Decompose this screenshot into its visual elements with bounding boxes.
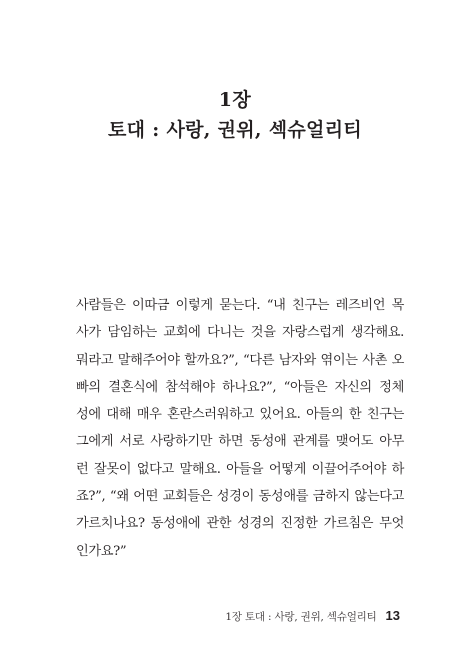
body-line: 뭐라고 말해주어야 할까요?”, “다른 남자와 엮이는 사촌 오 bbox=[76, 352, 404, 368]
body-line: 죠?”, “왜 어떤 교회들은 성경이 동성애를 금하지 않는다고 bbox=[76, 489, 404, 505]
page-number: 13 bbox=[385, 608, 400, 623]
chapter-title: 토대 : 사랑, 권위, 섹슈얼리티 bbox=[108, 119, 362, 141]
body-paragraph bbox=[76, 292, 404, 565]
body-line: 사람들은 이따금 이렇게 묻는다. “내 친구는 레즈비언 목 bbox=[76, 298, 404, 313]
chapter-heading bbox=[0, 88, 470, 144]
body-line: 인가요?” bbox=[76, 543, 127, 559]
body-line: 런 잘못이 없다고 말해요. 아들을 어떻게 이끌어주어야 하 bbox=[76, 461, 404, 477]
chapter-number: 1장 bbox=[218, 89, 252, 111]
body-line: 사가 담임하는 교회에 다니는 것을 자랑스럽게 생각해요. bbox=[76, 325, 404, 341]
body-line: 빠의 결혼식에 참석해야 하나요?”, “아들은 자신의 정체 bbox=[76, 379, 404, 395]
running-footer bbox=[225, 608, 400, 624]
body-line: 가르치나요? 동성애에 관한 성경의 진정한 가르침은 무엇 bbox=[76, 516, 404, 532]
footer-running-title: 1장 토대 : 사랑, 권위, 섹슈얼리티 bbox=[225, 611, 377, 623]
body-line: 성에 대해 매우 혼란스러워하고 있어요. 아들의 한 친구는 bbox=[76, 407, 404, 423]
body-line: 그에게 서로 사랑하기만 하면 동성애 관계를 맺어도 아무 bbox=[76, 434, 404, 450]
